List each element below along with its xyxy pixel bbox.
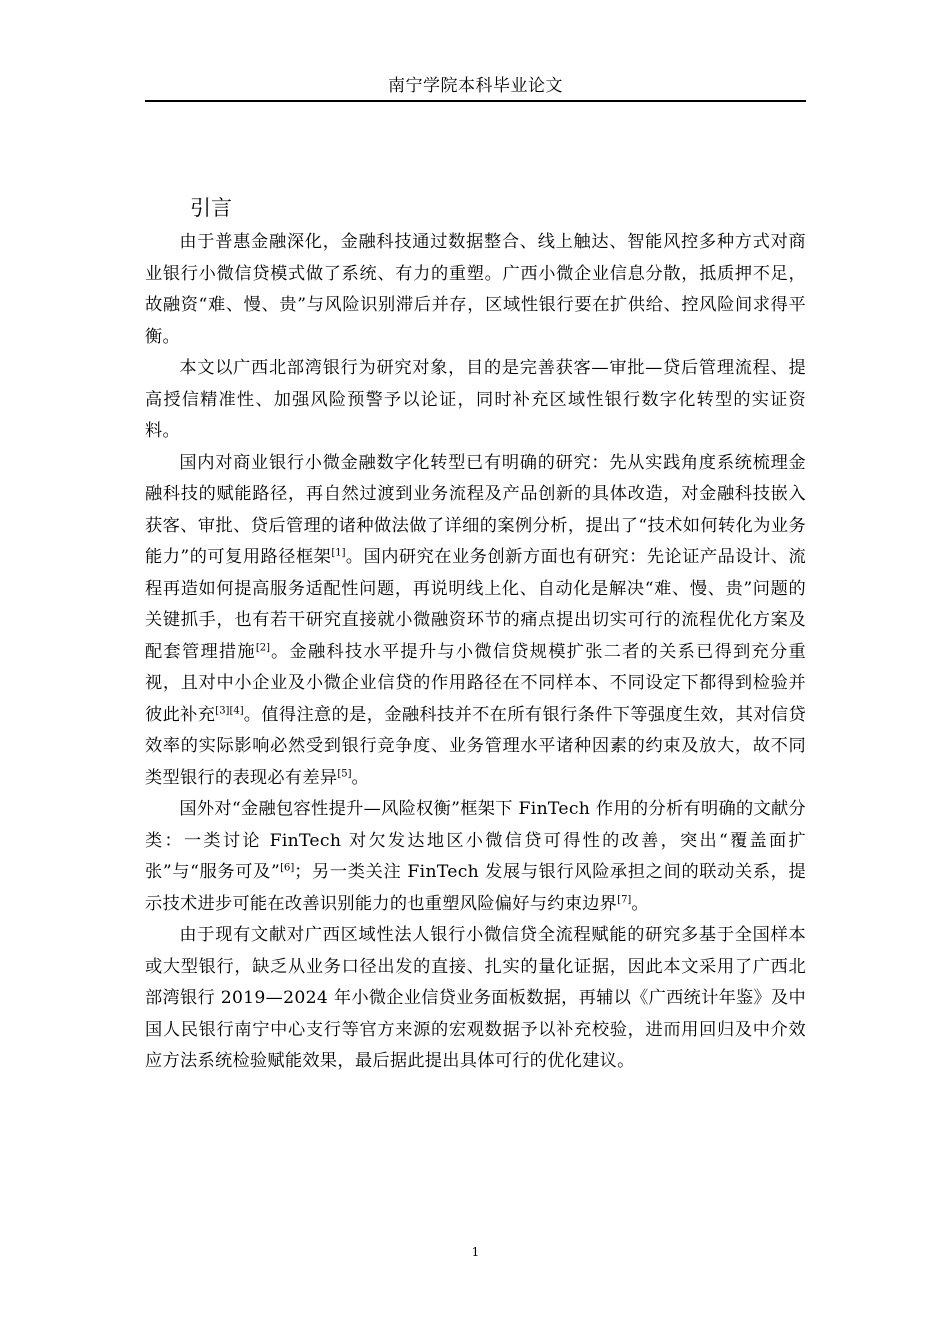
body-text xyxy=(145,227,806,1078)
paragraph-text: 本文以广西北部湾银行为研究对象，目的是完善获客—审批—贷后管理流程、提高授信精准性、加强风险预警予以论证，同时补充区域性银行数字化转型的实证资料。 xyxy=(145,358,806,441)
body-paragraph xyxy=(145,920,806,1078)
paragraph-text: 。国内研究在业务创新方面也有研究：先论证产品设计、流程再造如何提高服务适配性问题，再说明线上化、自动化是解决“难、慢、贵”问题的关键抓手，也有若干研究直接就小微融资环节的痛点提出切实可行的流程优化方案及配套管理措施 xyxy=(145,547,806,662)
paragraph-text: 。值得注意的是，金融科技并不在所有银行条件下等强度生效，其对信贷效率的实际影响必然受到银行竞争度、业务管理水平诸种因素的约束及放大，故不同类型银行的表现必有差异 xyxy=(145,704,806,788)
citation-marker: [6] xyxy=(280,862,295,874)
paragraph-text: 。金融科技水平提升与小微信贷规模扩张二者的关系已得到充分重视，且对中小企业及小微企业信贷的作用路径在不同样本、不同设定下都得到检验并彼此补充 xyxy=(145,641,806,725)
body-paragraph xyxy=(145,448,806,795)
body-paragraph xyxy=(145,227,806,353)
paragraph-text: 国内对商业银行小微金融数字化转型已有明确的研究：先从实践角度系统梳理金融科技的赋能路径，再自然过渡到业务流程及产品创新的具体改造，对金融科技嵌入获客、审批、贷后管理的诸种做法做了详细的案例分析，提出了“技术如何转化为业务能力”的可复用路径框架 xyxy=(145,452,806,567)
paragraph-text: ；另一类关注 FinTech 发展与银行风险承担之间的联动关系，提示技术进步可能在改善识别能力的也重塑风险偏好与约束边界 xyxy=(145,862,806,914)
running-header: 南宁学院本科毕业论文 xyxy=(388,76,563,96)
citation-marker: [3][4] xyxy=(215,704,244,716)
citation-marker: [1] xyxy=(331,547,346,559)
paragraph-text: 。 xyxy=(351,767,370,788)
page-number: 1 xyxy=(471,1245,480,1259)
citation-marker: [7] xyxy=(617,893,632,905)
citation-marker: [5] xyxy=(337,767,352,779)
paragraph-text: 。 xyxy=(631,893,649,914)
citation-marker: [2] xyxy=(255,641,271,653)
header-rule xyxy=(145,100,806,102)
body-paragraph xyxy=(145,794,806,920)
paragraph-text: 由于现有文献对广西区域性法人银行小微信贷全流程赋能的研究多基于全国样本或大型银行，缺乏从业务口径出发的直接、扎实的量化证据，因此本文采用了广西北部湾银行 2019—2024 年小微企业信贷业务面板数据，再辅以《广西统计年鉴》及中国人民银行南宁中心支行等官方来源的宏观数据予以补充校验，进而用回归及中介效应方法系统检验赋能效果，最后据此提出具体可行的优化建议。 xyxy=(145,925,807,1071)
paragraph-text: 国外对“金融包容性提升—风险权衡”框架下 FinTech 作用的分析有明确的文献分类：一类讨论 FinTech 对欠发达地区小微信贷可得性的改善，突出“覆盖面扩张”与“服务可及” xyxy=(145,799,806,882)
section-heading: 引言 xyxy=(190,196,232,220)
body-paragraph xyxy=(145,353,806,448)
paragraph-text: 由于普惠金融深化，金融科技通过数据整合、线上触达、智能风控多种方式对商业银行小微信贷模式做了系统、有力的重塑。广西小微企业信息分散，抵质押不足，故融资“难、慢、贵”与风险识别滞后并存，区域性银行要在扩供给、控风险间求得平衡。 xyxy=(145,232,806,347)
